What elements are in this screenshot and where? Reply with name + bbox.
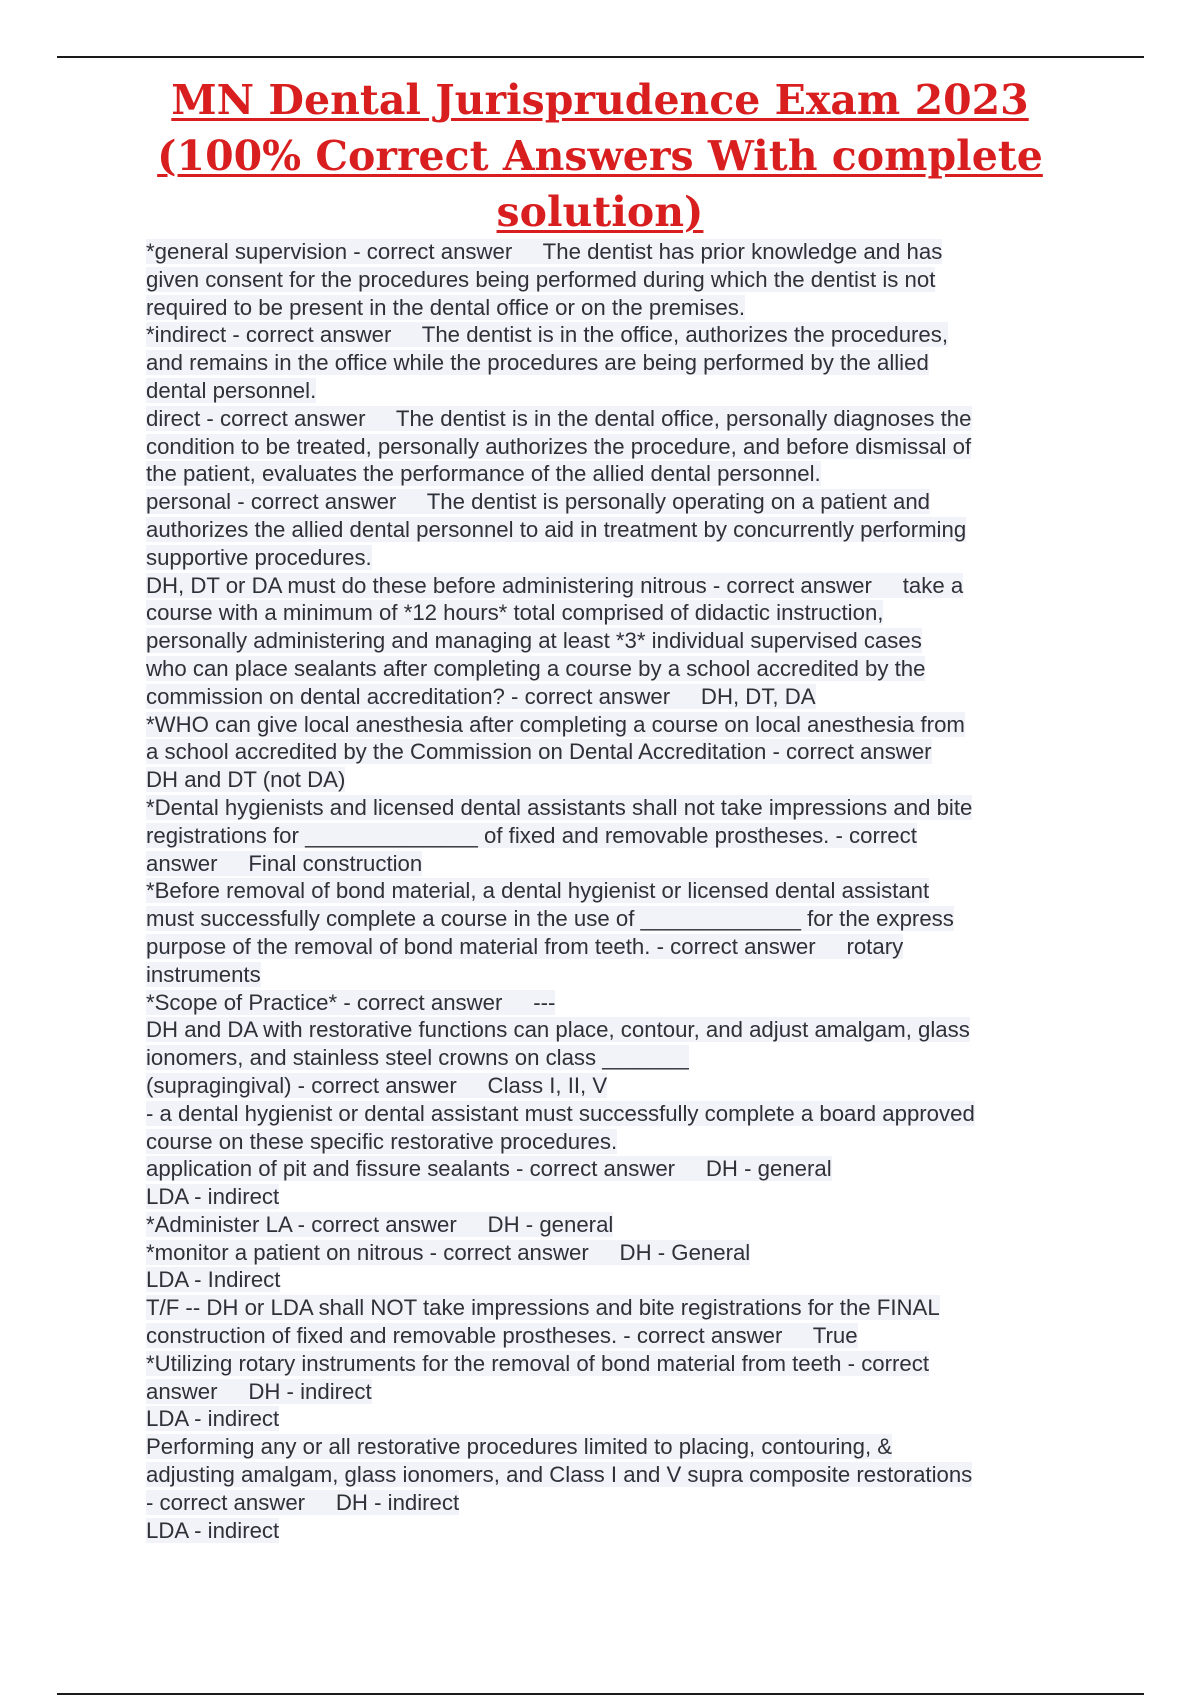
text-line <box>146 1239 1066 1267</box>
bottom-rule <box>57 1693 1144 1695</box>
text-line <box>146 627 1066 655</box>
text-line <box>146 1378 1066 1406</box>
text-line-content: commission on dental accreditation? - correct answer DH, DT, DA <box>146 683 816 709</box>
text-line <box>146 655 1066 683</box>
text-line <box>146 405 1066 433</box>
text-line-content: condition to be treated, personally authorizes the procedure, and before dismissal of <box>146 433 972 459</box>
text-line-content: required to be present in the dental office or on the premises. <box>146 294 746 320</box>
text-line-content: - a dental hygienist or dental assistant must successfully complete a board approved <box>146 1100 975 1126</box>
text-line <box>146 1072 1066 1100</box>
text-line <box>146 1183 1066 1211</box>
text-line-content: course on these specific restorative procedures. <box>146 1128 618 1154</box>
text-line <box>146 266 1066 294</box>
text-line <box>146 1322 1066 1350</box>
text-line <box>146 1294 1066 1322</box>
text-line <box>146 683 1066 711</box>
text-line <box>146 349 1066 377</box>
text-line-content: personal - correct answer The dentist is personally operating on a patient and <box>146 489 930 515</box>
text-line-content: purpose of the removal of bond material from teeth. - correct answer rotary <box>146 933 904 959</box>
text-line <box>146 1266 1066 1294</box>
document-title <box>140 72 1060 240</box>
text-line <box>146 377 1066 405</box>
text-line-content: given consent for the procedures being performed during which the dentist is not <box>146 266 936 292</box>
text-line-content: must successfully complete a course in the use of _____________ for the express <box>146 906 954 932</box>
title-line-1: MN Dental Jurisprudence Exam 2023 <box>171 76 1029 124</box>
text-line <box>146 877 1066 905</box>
text-line <box>146 1350 1066 1378</box>
text-line-content: DH, DT or DA must do these before administering nitrous - correct answer take a <box>146 572 964 598</box>
text-line <box>146 1100 1066 1128</box>
text-line-content: *Administer LA - correct answer DH - general <box>146 1211 614 1237</box>
text-line-content: the patient, evaluates the performance of the allied dental personnel. <box>146 461 821 487</box>
text-line <box>146 544 1066 572</box>
text-line-content: and remains in the office while the procedures are being performed by the allied <box>146 350 929 376</box>
text-line-content: construction of fixed and removable prostheses. - correct answer True <box>146 1323 858 1349</box>
text-line <box>146 1461 1066 1489</box>
text-line <box>146 238 1066 266</box>
text-line <box>146 905 1066 933</box>
text-line-content: application of pit and fissure sealants - correct answer DH - general <box>146 1156 832 1182</box>
text-line-content: *Scope of Practice* - correct answer --- <box>146 989 556 1015</box>
text-line-content: supportive procedures. <box>146 544 372 570</box>
text-line <box>146 516 1066 544</box>
text-line-content: *Dental hygienists and licensed dental assistants shall not take impressions and bite <box>146 794 973 820</box>
text-line-content: LDA - indirect <box>146 1184 280 1210</box>
text-line-content: LDA - indirect <box>146 1517 280 1543</box>
document-body <box>146 238 1066 1544</box>
text-line-content: registrations for ______________ of fixed and removable prostheses. - correct <box>146 822 917 848</box>
text-line-content: dental personnel. <box>146 377 317 403</box>
text-line-content: Performing any or all restorative procedures limited to placing, contouring, & <box>146 1434 893 1460</box>
text-line <box>146 1517 1066 1545</box>
text-line <box>146 961 1066 989</box>
text-line-content: LDA - indirect <box>146 1406 280 1432</box>
text-line-content: (supragingival) - correct answer Class I, II, V <box>146 1072 608 1098</box>
text-line <box>146 711 1066 739</box>
text-line-content: DH and DA with restorative functions can place, contour, and adjust amalgam, glass <box>146 1017 970 1043</box>
text-line <box>146 572 1066 600</box>
text-line-content: *Before removal of bond material, a dental hygienist or licensed dental assistant <box>146 878 930 904</box>
title-line-2: (100% Correct Answers With complete <box>157 132 1043 180</box>
top-rule <box>57 56 1144 58</box>
text-line <box>146 738 1066 766</box>
text-line-content: LDA - Indirect <box>146 1267 281 1293</box>
text-line-content: T/F -- DH or LDA shall NOT take impressions and bite registrations for the FINAL <box>146 1295 940 1321</box>
text-line <box>146 989 1066 1017</box>
text-line-content: personally administering and managing at least *3* individual supervised cases <box>146 628 922 654</box>
text-line <box>146 1405 1066 1433</box>
text-line <box>146 794 1066 822</box>
text-line <box>146 1044 1066 1072</box>
text-line-content: *indirect - correct answer The dentist is in the office, authorizes the procedures, <box>146 322 949 348</box>
text-line <box>146 1155 1066 1183</box>
text-line-content: answer Final construction <box>146 850 423 876</box>
text-line <box>146 1489 1066 1517</box>
text-line-content: who can place sealants after completing a course by a school accredited by the <box>146 655 926 681</box>
text-line-content: a school accredited by the Commission on Dental Accreditation - correct answer <box>146 739 932 765</box>
text-line-content: adjusting amalgam, glass ionomers, and Class I and V supra composite restorations <box>146 1462 973 1488</box>
text-line-content: *Utilizing rotary instruments for the removal of bond material from teeth - correct <box>146 1350 930 1376</box>
text-line <box>146 599 1066 627</box>
text-line <box>146 850 1066 878</box>
text-line-content: authorizes the allied dental personnel to aid in treatment by concurrently performing <box>146 516 967 542</box>
text-line <box>146 488 1066 516</box>
text-line-content: DH and DT (not DA) <box>146 767 346 793</box>
text-line-content: course with a minimum of *12 hours* total comprised of didactic instruction, <box>146 600 884 626</box>
text-line <box>146 321 1066 349</box>
text-line-content: answer DH - indirect <box>146 1378 372 1404</box>
text-line-content: - correct answer DH - indirect <box>146 1489 460 1515</box>
text-line <box>146 933 1066 961</box>
text-line <box>146 1016 1066 1044</box>
text-line <box>146 294 1066 322</box>
text-line-content: direct - correct answer The dentist is in the dental office, personally diagnoses the <box>146 405 972 431</box>
text-line <box>146 822 1066 850</box>
title-line-3: solution) <box>496 188 704 236</box>
text-line-content: *WHO can give local anesthesia after completing a course on local anesthesia from <box>146 711 965 737</box>
text-line <box>146 460 1066 488</box>
text-line-content: instruments <box>146 961 261 987</box>
text-line <box>146 766 1066 794</box>
text-line-content: ionomers, and stainless steel crowns on class _______ <box>146 1045 689 1071</box>
text-line <box>146 1211 1066 1239</box>
text-line <box>146 1433 1066 1461</box>
text-line <box>146 1128 1066 1156</box>
text-line-content: *monitor a patient on nitrous - correct answer DH - General <box>146 1239 751 1265</box>
text-line <box>146 433 1066 461</box>
text-line-content: *general supervision - correct answer The dentist has prior knowledge and has <box>146 239 943 264</box>
